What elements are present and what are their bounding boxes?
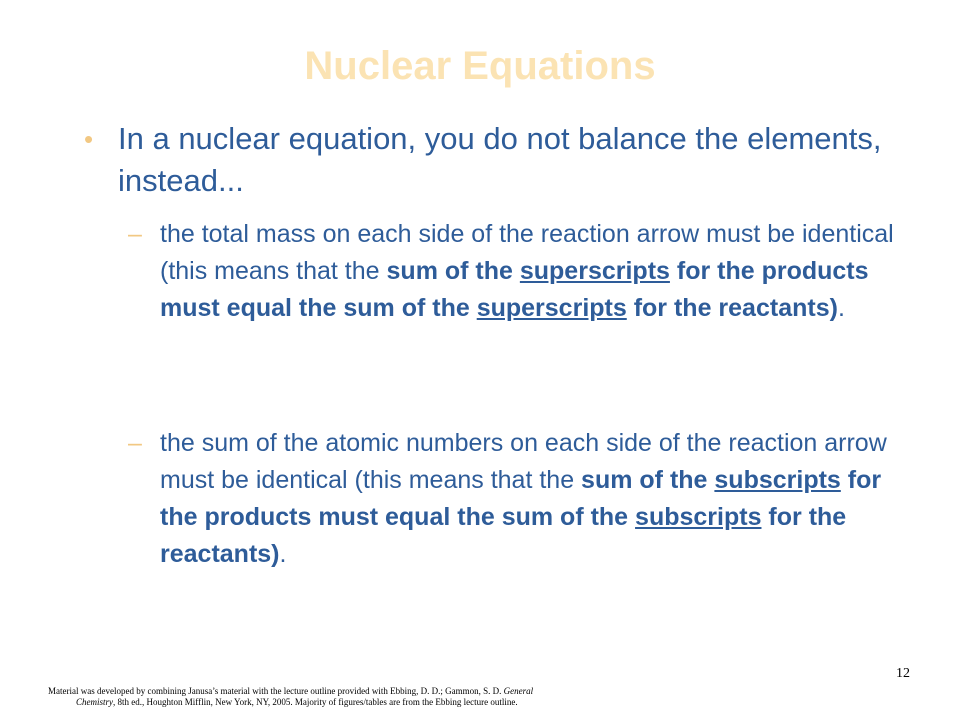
underlined-term: subscripts: [635, 503, 762, 531]
sub-bullet-text: [160, 216, 908, 327]
sub-bullet-marker: –: [128, 220, 142, 248]
bold-segment: for the reactants): [160, 503, 847, 568]
text-segment: .: [837, 294, 845, 322]
bullet-marker: •: [84, 124, 94, 154]
text-segment: the sum of the atomic numbers on each side of the reaction arrow must be identical (this means that the: [160, 429, 887, 494]
footnote-line-2: [48, 697, 668, 708]
bold-segment: sum of the: [581, 466, 715, 494]
footnote-text: , 8th ed., Houghton Mifflin, New York, NY, 2005. Majority of figures/tables are from the Ebbing lecture outline.: [113, 697, 518, 707]
underlined-term: superscripts: [476, 294, 627, 322]
slide-title: Nuclear Equations: [304, 44, 656, 88]
bold-segment: for the reactants): [626, 294, 838, 322]
underlined-term: subscripts: [714, 466, 841, 494]
sub-bullet-text: [160, 425, 908, 573]
footnote: [48, 686, 668, 708]
sub-bullet-mass: [128, 216, 908, 327]
bold-segment: for the products must equal the sum of the: [160, 257, 869, 322]
text-segment: the total mass on each side of the reaction arrow must be identical (this means that the: [160, 220, 894, 285]
sub-bullet-atomic-numbers: [128, 425, 908, 573]
footnote-text: Material was developed by combining Janusa’s material with the lecture outline provided with Ebbing, D. D.; Gammon, S. D.: [48, 686, 504, 696]
bullet-text: In a nuclear equation, you do not balance the elements, instead...: [118, 121, 882, 198]
underlined-term: superscripts: [519, 257, 670, 285]
footnote-italic: Chemistry: [76, 697, 113, 707]
main-bullet: [84, 118, 884, 202]
page-number: 12: [896, 666, 910, 681]
footnote-italic: General: [503, 686, 534, 696]
text-segment: .: [279, 540, 287, 568]
bold-segment: sum of the: [386, 257, 520, 285]
sub-bullet-marker: –: [128, 429, 142, 457]
bold-segment: for the products must equal the sum of the: [160, 466, 882, 531]
